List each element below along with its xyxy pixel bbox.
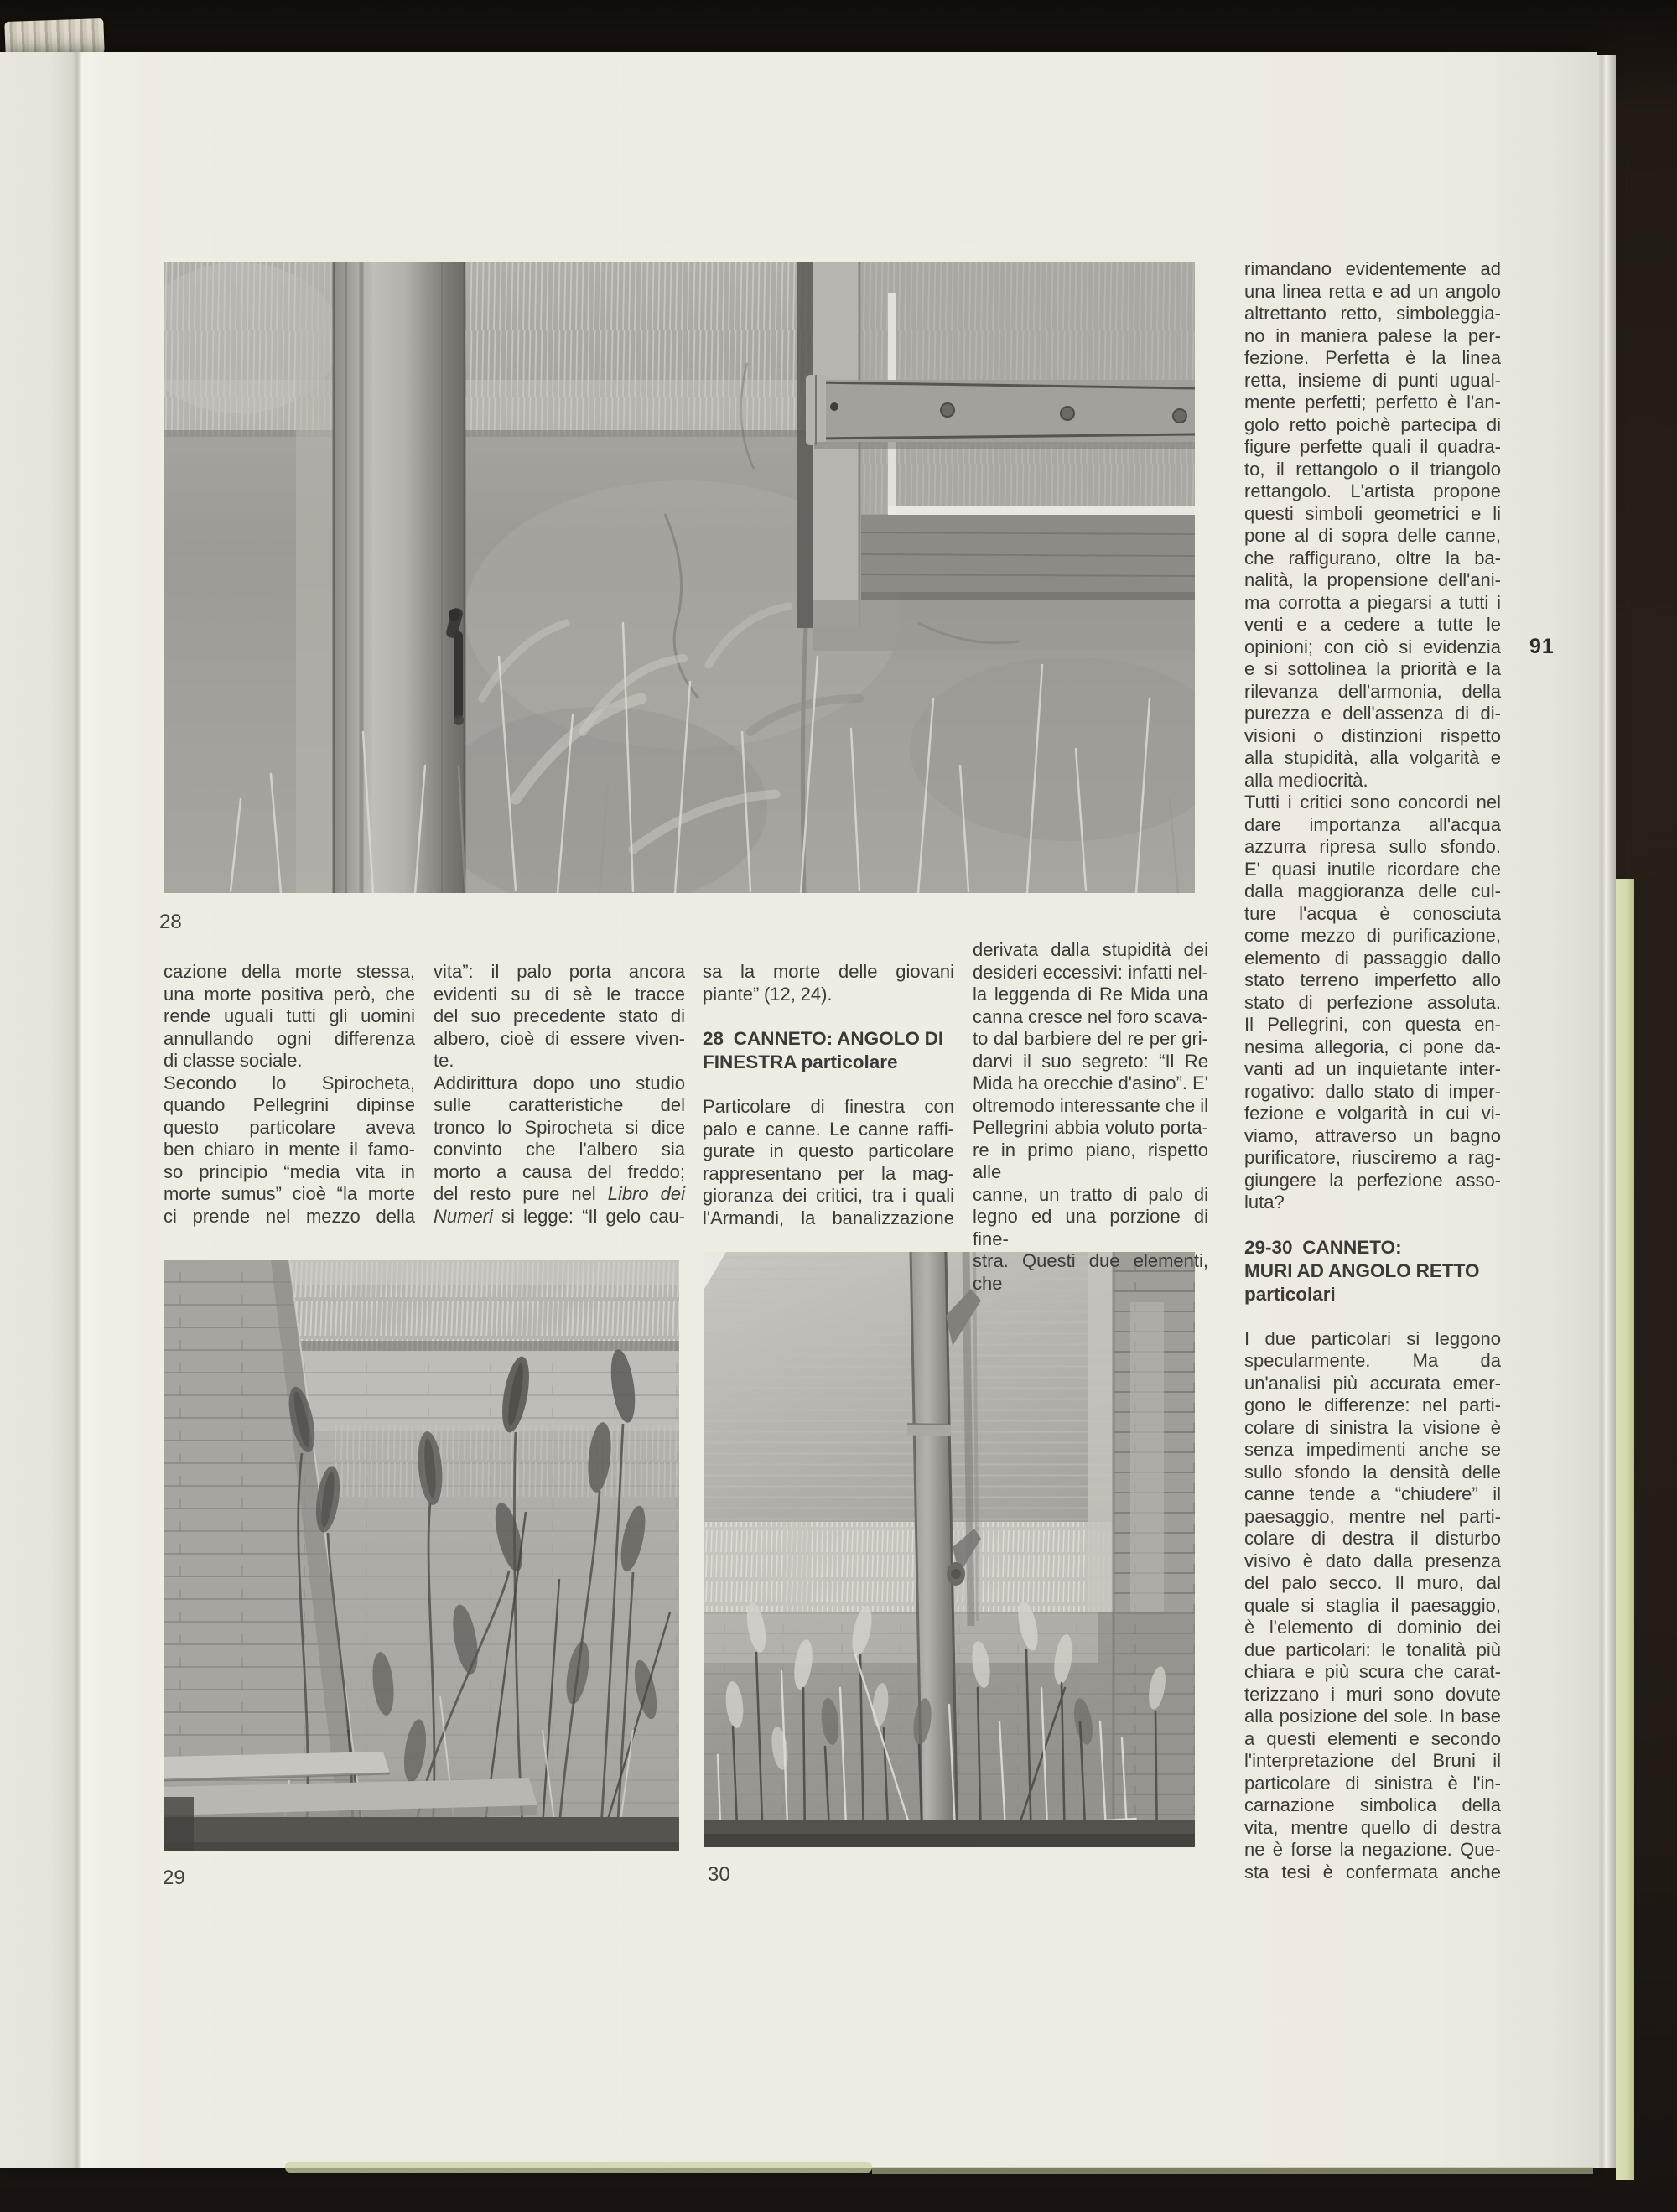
text-line: sulle caratteristiche del (434, 1094, 685, 1115)
text-line: sullo sfondo la densità delle (1244, 1461, 1501, 1482)
figure-28-caption: 28 (159, 911, 182, 933)
text-line: purificatore, riusciremo a rag- (1244, 1147, 1501, 1168)
text-line: gono le differenze: nel parti- (1244, 1394, 1501, 1415)
text-line: visioni o distinzioni rispetto (1244, 724, 1501, 746)
figure-28-image (164, 262, 1195, 893)
text-line: quando Pellegrini dipinse (164, 1094, 415, 1115)
text-line: Mida ha orecchie d'asino”. E' (973, 1072, 1208, 1093)
text-line: canne, un tratto di palo di (973, 1183, 1208, 1205)
figure-30-photo (704, 1252, 1195, 1847)
text-line: terizzano i muri sono dovute (1244, 1683, 1501, 1705)
figure-29-photo (164, 1260, 679, 1851)
text-line: canna cresce nel foro scava- (973, 1005, 1208, 1027)
text-line: Pellegrini abbia voluto porta- (973, 1117, 1208, 1138)
text-line: due particolari: le tonalità più (1244, 1638, 1501, 1660)
text-line: retta, insieme di punti ugual- (1244, 369, 1501, 391)
text-line: te. (434, 1050, 454, 1071)
text-line: ne è forse la negazione. Que- (1244, 1839, 1501, 1860)
text-line: alla posizione del sole. In base (1244, 1706, 1501, 1727)
text-line: l'interpretazione del Bruni il (1244, 1750, 1501, 1771)
text-line: so principio “media vita in (164, 1161, 415, 1182)
text-line: vanti ad un inquietante inter- (1244, 1058, 1501, 1079)
cover-edge-bottom (285, 2162, 872, 2173)
text-line: dare importanza all'acqua (1244, 813, 1501, 835)
text-line: rende uguali tutti gli uomini (164, 1005, 415, 1026)
text-line: luta? (1244, 1192, 1285, 1212)
text-line: chiara e più scura che carat- (1244, 1661, 1501, 1682)
text-line: questi simboli geometrici e li (1244, 502, 1501, 524)
text-line: colare di sinistra la visione è (1244, 1416, 1501, 1438)
text-line: 28 CANNETO: ANGOLO DI (703, 1028, 944, 1049)
text-line: ben chiaro in mente il famo- (164, 1139, 415, 1160)
text-line: stato di perfezione assoluta. (1244, 991, 1501, 1013)
text-line: specularmente. Ma da (1244, 1350, 1501, 1371)
text-line: FINESTRA particolare (703, 1051, 898, 1072)
text-line: particolare di sinistra è l'in- (1244, 1772, 1501, 1794)
text-line: del palo secco. Il muro, dal (1244, 1572, 1501, 1593)
text-line: quale si staglia il paesaggio, (1244, 1594, 1501, 1616)
text-line: vita, mentre quello di destra (1244, 1816, 1501, 1838)
text-line: stato terreno imperfetto allo (1244, 969, 1501, 990)
text-line: particolari (1244, 1283, 1336, 1305)
text-line: to dal barbiere del re per gri- (973, 1028, 1208, 1049)
text-line: viamo, attraverso un bagno (1244, 1124, 1501, 1146)
text-line: senza impedimenti anche se (1244, 1439, 1501, 1460)
text-line: E' quasi inutile ricordare che (1244, 858, 1501, 880)
text-line: fezione e volgarità in cui vi- (1244, 1103, 1501, 1124)
text-column-1 (164, 961, 415, 1228)
figure-30-image (704, 1252, 1195, 1847)
text-line: pone al di sopra delle canne, (1244, 525, 1501, 546)
text-line: questo particolare aveva (164, 1116, 415, 1138)
text-line: rogativo: dallo stato di imper- (1244, 1080, 1501, 1102)
text-line: annullando ogni differenza (164, 1027, 415, 1049)
text-line: tronco lo Spirocheta si dice (434, 1116, 685, 1138)
figure-29-image (164, 1260, 679, 1851)
text-line: albero, cioè di essere viven- (434, 1027, 685, 1049)
text-line: palo e canne. Le canne raffi- (703, 1118, 954, 1140)
text-line: nesima allegoria, ci pone da- (1244, 1036, 1501, 1057)
text-line: rilevanza dell'armonia, della (1244, 680, 1501, 702)
text-line: giungere la perfezione asso- (1244, 1169, 1501, 1191)
text-line: convinto che l'albero sia (434, 1139, 685, 1160)
text-line: ci prende nel mezzo della (164, 1205, 415, 1227)
text-column-4 (973, 939, 1208, 1295)
text-line: stra. Questi due elementi, che (973, 1250, 1208, 1294)
text-line: canne tende a “chiudere” il (1244, 1483, 1501, 1504)
text-line: del resto pure nel Libro dei (434, 1183, 685, 1204)
figure-30-caption: 30 (708, 1863, 730, 1886)
text-line: figure perfette quali il quadra- (1244, 436, 1501, 457)
text-line: I due particolari si leggono (1244, 1327, 1501, 1349)
text-line: un'analisi più accurata emer- (1244, 1372, 1501, 1394)
text-line: altrettanto retto, simboleggia- (1244, 303, 1501, 324)
page-number: 91 (1529, 635, 1555, 658)
text-line: to, il rettangolo o il triangolo (1244, 458, 1501, 480)
text-line: derivata dalla stupidità dei (973, 939, 1208, 960)
text-line: rappresentano per la mag- (703, 1162, 954, 1184)
text-line: venti e a cedere a tutte le (1244, 614, 1501, 635)
text-line: MURI AD ANGOLO RETTO (1244, 1259, 1480, 1281)
text-column-2 (434, 961, 685, 1228)
text-line: ma corrotta a piegarsi a tutti i (1244, 591, 1501, 613)
page-edge-stack (1597, 55, 1616, 2168)
text-line: oltremodo interessante che il (973, 1094, 1208, 1116)
cover-edge (1616, 879, 1634, 2180)
text-line: 29-30 CANNETO: (1244, 1236, 1402, 1258)
text-line: come mezzo di purificazione, (1244, 925, 1501, 946)
figure-28-photo (164, 262, 1195, 893)
text-line: sta tesi è confermata anche (1244, 1861, 1501, 1882)
text-line: golo retto poichè partecipa di (1244, 413, 1501, 435)
text-line: del suo precedente stato di (434, 1005, 685, 1026)
text-line: alla mediocrità. (1244, 769, 1368, 791)
text-line: Secondo lo Spirocheta, (164, 1072, 415, 1093)
text-line: dalla maggioranza delle cul- (1244, 880, 1501, 901)
text-line: Il Pellegrini, con questa en- (1244, 1014, 1501, 1035)
text-line: una morte positiva però, che (164, 983, 415, 1005)
text-line: di classe sociale. (164, 1050, 303, 1071)
text-line: Numeri si legge: “Il gelo cau- (434, 1205, 685, 1227)
text-line: visivo è dato dalla presenza (1244, 1550, 1501, 1571)
text-line: alla stupidità, alla volgarità e (1244, 747, 1501, 768)
text-line: morte sumus” cioè “la morte (164, 1183, 415, 1204)
text-line: ture l'acqua è conosciuta (1244, 902, 1501, 924)
text-column-5 (1244, 258, 1501, 1883)
text-line: opinioni; con ciò si evidenzia (1244, 636, 1501, 657)
text-line: piante” (12, 24). (703, 983, 833, 1005)
text-line: sa la morte delle giovani (703, 961, 954, 982)
text-line: purezza e dell'assenza di di- (1244, 703, 1501, 724)
text-line: e si sottolinea la priorità e la (1244, 658, 1501, 679)
text-line: gurate in questo particolare (703, 1140, 954, 1161)
text-line: rettangolo. L'artista propone (1244, 480, 1501, 501)
text-line: azzurra ripresa sullo sfondo. (1244, 836, 1501, 857)
text-line: la leggenda di Re Mida una (973, 984, 1208, 1005)
text-line: che raffigurano, oltre la ba- (1244, 547, 1501, 569)
text-line: una linea retta e ad un angolo (1244, 280, 1501, 302)
text-line: è l'elemento di dominio dei (1244, 1617, 1501, 1638)
text-line: elemento di passaggio dallo (1244, 947, 1501, 968)
text-line: mente perfetti; perfetto è l'an- (1244, 392, 1501, 413)
text-line: colare di destra il disturbo (1244, 1528, 1501, 1549)
text-line: nalità, la propensione dell'ani- (1244, 569, 1501, 590)
text-line: vita”: il palo porta ancora (434, 961, 685, 982)
text-line: gioranza dei critici, tra i quali (703, 1185, 954, 1206)
text-line: no in maniera palese la per- (1244, 325, 1501, 346)
text-line: evidenti su di sè le tracce (434, 983, 685, 1005)
text-line: paesaggio, mentre nel parti- (1244, 1505, 1501, 1527)
text-line: darvi il suo segreto: “Il Re (973, 1050, 1208, 1072)
text-line: desideri eccessivi: infatti nel- (973, 961, 1208, 983)
text-line: morto a causa del freddo; (434, 1161, 685, 1182)
figure-29-caption: 29 (163, 1867, 185, 1889)
text-line: rimandano evidentemente ad (1244, 258, 1501, 279)
text-line: a questi elementi e secondo (1244, 1727, 1501, 1749)
text-line: re in primo piano, rispetto alle (973, 1139, 1208, 1182)
text-line: carnazione simbolica della (1244, 1794, 1501, 1815)
text-line: Particolare di finestra con (703, 1096, 954, 1117)
text-line: fezione. Perfetta è la linea (1244, 347, 1501, 368)
text-line: Addirittura dopo uno studio (434, 1072, 685, 1093)
text-line: legno ed una porzione di fine- (973, 1206, 1208, 1249)
text-column-3 (703, 961, 954, 1229)
text-line: Tutti i critici sono concordi nel (1244, 792, 1501, 813)
text-line: l'Armandi, la banalizzazione (703, 1207, 954, 1228)
cover-edge-bottom-right (872, 2167, 1593, 2174)
text-line: cazione della morte stessa, (164, 961, 415, 982)
